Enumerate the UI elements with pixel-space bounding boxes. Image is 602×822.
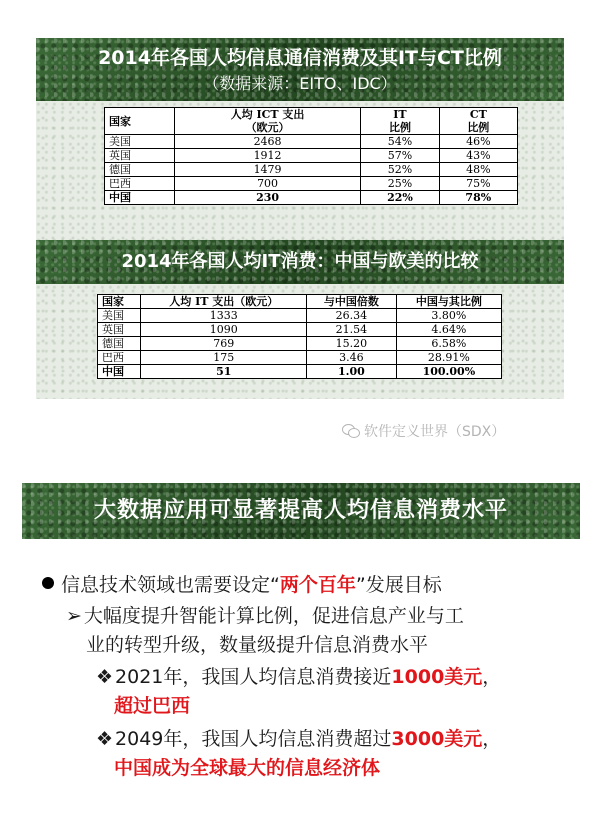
cell-ict-spend: 1479	[174, 163, 360, 177]
arrow-bullet-icon: ➢	[66, 605, 82, 627]
sub-bullet-upgrade-line2	[86, 633, 428, 657]
cell-it-ratio: 25%	[361, 177, 439, 191]
cell-it-spend: 1090	[141, 323, 307, 337]
table-row-china	[105, 191, 518, 205]
cell-ct-ratio: 43%	[439, 149, 517, 163]
sub-bullet-2049-line1	[96, 727, 501, 751]
sub-bullet-upgrade-text1: 大幅度提升智能计算比例，促进信息产业与工	[83, 605, 464, 627]
cell-china-ratio: 28.91%	[396, 351, 501, 365]
section1-banner	[36, 38, 564, 101]
cell-ict-spend: 700	[174, 177, 360, 191]
sub-bullet-2049-highlight: 中国成为全球最大的信息经济体	[114, 757, 381, 779]
table-row	[105, 135, 518, 149]
cell-multiple: 26.34	[307, 309, 397, 323]
section3-title: 大数据应用可显著提高人均信息消费水平	[93, 498, 508, 523]
cell-country: 美国	[98, 309, 141, 323]
cell-it-spend: 769	[141, 337, 307, 351]
sub-bullet-2049-line2	[114, 756, 380, 780]
cell-ict-spend: 230	[174, 191, 360, 205]
cell-country: 中国	[105, 191, 175, 205]
header-multiple: 与中国倍数	[307, 295, 397, 309]
section2-title: 2014年各国人均IT消费：中国与欧美的比较	[121, 251, 479, 272]
header-country: 国家	[98, 295, 141, 309]
header-ict-spend	[174, 108, 360, 135]
bullet-goal-post: 发展目标	[365, 574, 442, 596]
table-header-row	[105, 108, 518, 135]
table-row	[98, 323, 502, 337]
cell-country: 英国	[98, 323, 141, 337]
cell-ct-ratio: 46%	[439, 135, 517, 149]
bullet-goal-quote-open: “	[270, 574, 280, 596]
cell-it-ratio: 57%	[361, 149, 439, 163]
top-watermark-fragment	[330, 0, 550, 8]
table-row	[98, 337, 502, 351]
cell-ict-spend: 1912	[174, 149, 360, 163]
cell-country: 美国	[105, 135, 175, 149]
sub-bullet-2021-pre: 2021年，我国人均信息消费接近	[115, 666, 392, 688]
wechat-icon	[342, 424, 360, 437]
cell-multiple: 1.00	[307, 365, 397, 379]
table-row-china	[98, 365, 502, 379]
sub-bullet-2021-line1	[96, 665, 501, 689]
section1-title: 2014年各国人均信息通信消费及其IT与CT比例	[98, 47, 502, 69]
cell-country: 英国	[105, 149, 175, 163]
bullet-goal-highlight: 两个百年	[279, 574, 356, 596]
bullet-goal	[42, 573, 442, 597]
cell-ct-ratio: 78%	[439, 191, 517, 205]
header-china-ratio: 中国与其比例	[396, 295, 501, 309]
cell-it-ratio: 52%	[361, 163, 439, 177]
cell-multiple: 15.20	[307, 337, 397, 351]
header-country: 国家	[105, 108, 175, 135]
cell-ct-ratio: 48%	[439, 163, 517, 177]
cell-it-spend: 51	[141, 365, 307, 379]
cell-multiple: 3.46	[307, 351, 397, 365]
table-row	[105, 149, 518, 163]
ict-consumption-table	[104, 107, 518, 205]
it-consumption-table	[97, 294, 502, 379]
cell-it-ratio: 22%	[361, 191, 439, 205]
cell-country: 德国	[98, 337, 141, 351]
cell-country: 巴西	[105, 177, 175, 191]
sub-bullet-2021-highlight: 超过巴西	[114, 695, 191, 717]
section2-banner	[36, 240, 564, 284]
section1-subtitle: （数据来源：EITO、IDC）	[203, 74, 397, 93]
table-row	[98, 309, 502, 323]
cell-multiple: 21.54	[307, 323, 397, 337]
table-header-row	[98, 295, 502, 309]
table-row	[98, 351, 502, 365]
diamond-bullet-icon: ❖	[96, 666, 114, 688]
cell-it-ratio: 54%	[361, 135, 439, 149]
table-row	[105, 177, 518, 191]
cell-country: 德国	[105, 163, 175, 177]
header-ct-ratio	[439, 108, 517, 135]
sub-bullet-2049-pre: 2049年，我国人均信息消费超过	[115, 728, 392, 750]
sub-bullet-2021-line2	[114, 694, 190, 718]
header-ict-spend-label: 人均 ICT 支出 （欧元）	[230, 108, 305, 134]
cell-country: 巴西	[98, 351, 141, 365]
section3-banner	[22, 483, 580, 539]
cell-china-ratio: 100.00%	[396, 365, 501, 379]
sub-bullet-2049-comma: ，	[482, 728, 502, 750]
header-it-spend: 人均 IT 支出（欧元）	[141, 295, 307, 309]
sub-bullet-upgrade-text2: 业的转型升级，数量级提升信息消费水平	[86, 634, 429, 656]
bullet-dot-icon	[42, 577, 54, 589]
cell-it-spend: 175	[141, 351, 307, 365]
cell-country: 中国	[98, 365, 141, 379]
bullet-goal-pre: 信息技术领域也需要设定	[61, 574, 271, 596]
cell-china-ratio: 3.80%	[396, 309, 501, 323]
header-ct-ratio-label: CT 比例	[467, 108, 490, 134]
wechat-watermark	[342, 421, 505, 441]
bullet-goal-quote-close: ”	[355, 574, 366, 596]
sub-bullet-2021-amount: 1000美元	[391, 666, 483, 688]
sub-bullet-2049-amount: 3000美元	[391, 728, 483, 750]
watermark-text: 软件定义世界（SDX）	[364, 424, 506, 440]
sub-bullet-2021-comma: ，	[482, 666, 502, 688]
cell-ct-ratio: 75%	[439, 177, 517, 191]
cell-china-ratio: 6.58%	[396, 337, 501, 351]
header-it-ratio	[361, 108, 439, 135]
cell-it-spend: 1333	[141, 309, 307, 323]
diamond-bullet-icon: ❖	[96, 728, 114, 750]
table-row	[105, 163, 518, 177]
cell-ict-spend: 2468	[174, 135, 360, 149]
header-it-ratio-label: IT 比例	[388, 108, 411, 134]
sub-bullet-upgrade-line1	[66, 604, 464, 628]
cell-china-ratio: 4.64%	[396, 323, 501, 337]
